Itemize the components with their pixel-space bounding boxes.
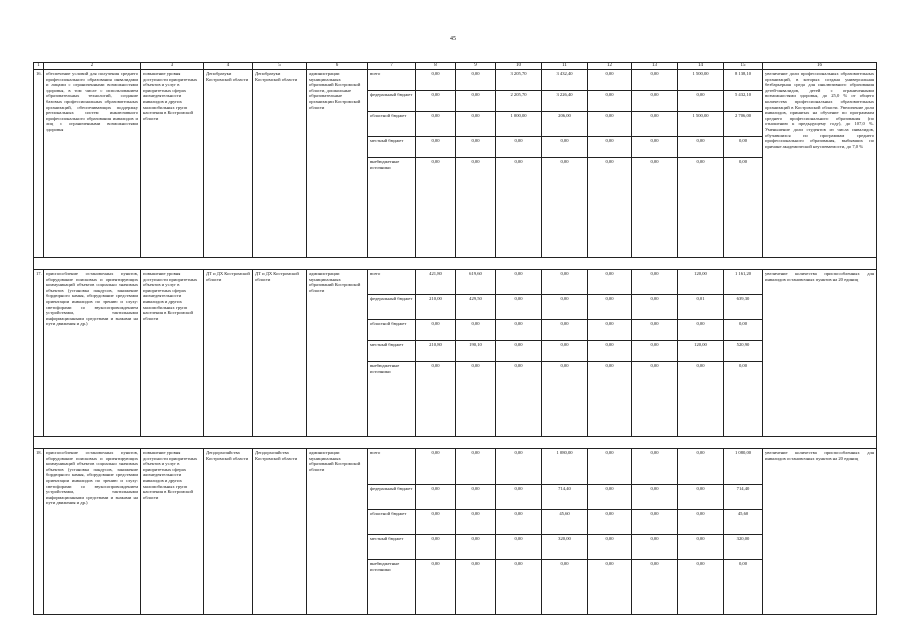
value-cell: 639,30 [724, 295, 763, 320]
value-cell: 0,00 [416, 535, 456, 560]
value-cell: 45,60 [724, 510, 763, 535]
value-cell: 0,00 [542, 362, 588, 437]
value-cell: 714,40 [542, 485, 588, 510]
value-cell: 0,01 [678, 295, 724, 320]
value-cell: 210,00 [416, 295, 456, 320]
value-cell: 206,00 [542, 112, 588, 137]
value-cell: 0,00 [416, 91, 456, 112]
value-cell: 0,00 [456, 485, 496, 510]
header-cell: 12 [588, 63, 632, 70]
value-cell: 0,00 [632, 112, 678, 137]
value-cell: 0,00 [542, 560, 588, 615]
value-cell: 0,00 [588, 341, 632, 362]
value-cell: 0,00 [496, 158, 542, 258]
value-cell: 0,00 [632, 449, 678, 485]
header-cell: 15 [724, 63, 763, 70]
header-cell: 9 [456, 63, 496, 70]
value-cell: 0,00 [678, 535, 724, 560]
value-cell: 5 432,10 [724, 91, 763, 112]
value-cell: 0,00 [456, 112, 496, 137]
section-spacer [34, 437, 877, 449]
value-cell: 0,00 [416, 158, 456, 258]
value-cell: 0,00 [456, 362, 496, 437]
value-cell: 0,00 [588, 320, 632, 341]
value-cell: 45,60 [542, 510, 588, 535]
value-cell: 0,00 [456, 535, 496, 560]
funding-source: федеральный бюджет [368, 91, 416, 112]
target-indicator: повышение уровня доступности приоритетных объектов и услуг в приоритетных сферах жизнедеятельности инвалидов и других маломобильных групп населения в Костромской области [141, 449, 204, 615]
value-cell: 0,00 [496, 341, 542, 362]
value-cell: 0,00 [724, 158, 763, 258]
value-cell: 0,00 [632, 362, 678, 437]
value-cell: 0,00 [588, 510, 632, 535]
value-cell: 2 706,00 [724, 112, 763, 137]
value-cell: 0,00 [588, 158, 632, 258]
row-number: 16. [34, 70, 44, 258]
value-cell: 190,10 [456, 341, 496, 362]
header-cell: 10 [496, 63, 542, 70]
value-cell: 0,00 [456, 560, 496, 615]
value-cell: 0,00 [632, 137, 678, 158]
value-cell: 0,00 [542, 320, 588, 341]
value-cell: 0,00 [542, 295, 588, 320]
coexecutor-1: Депобразуки Костромской области [204, 70, 253, 258]
value-cell: 1 000,00 [496, 112, 542, 137]
participants: администрации муниципальных образований Костромской области [307, 270, 368, 437]
value-cell: 0,00 [632, 341, 678, 362]
coexecutor-2: ДТ и ДХ Костромской области [253, 270, 307, 437]
value-cell: 1 080,00 [724, 449, 763, 485]
funding-source: федеральный бюджет [368, 295, 416, 320]
header-cell: 13 [632, 63, 678, 70]
value-cell: 0,00 [542, 137, 588, 158]
value-cell: 210,80 [416, 341, 456, 362]
value-cell: 0,00 [496, 449, 542, 485]
value-cell: 619,60 [456, 270, 496, 295]
header-row [34, 63, 877, 70]
expected-result: увеличение количества приспособленных для инвалидов остановочных пунктов на 20 единиц [763, 449, 877, 615]
value-cell: 3 432,40 [542, 70, 588, 91]
funding-source: всего [368, 449, 416, 485]
value-cell: 0,00 [632, 295, 678, 320]
value-cell: 0,00 [724, 560, 763, 615]
value-cell: 0,00 [456, 449, 496, 485]
program-table [33, 62, 877, 615]
value-cell: 0,00 [632, 535, 678, 560]
value-cell: 0,00 [496, 270, 542, 295]
value-cell: 0,00 [588, 449, 632, 485]
coexecutor-2: Депобразуки Костромской области [253, 70, 307, 258]
header-cell: 3 [141, 63, 204, 70]
funding-source: областной бюджет [368, 320, 416, 341]
value-cell: 0,00 [416, 560, 456, 615]
value-cell: 0,00 [724, 362, 763, 437]
value-cell: 0,00 [588, 295, 632, 320]
value-cell: 0,00 [632, 320, 678, 341]
spacer-cell [34, 258, 877, 270]
value-cell: 0,00 [456, 320, 496, 341]
value-cell: 0,00 [588, 485, 632, 510]
value-cell: 0,00 [588, 270, 632, 295]
value-cell: 0,00 [632, 510, 678, 535]
header-cell: 2 [44, 63, 141, 70]
value-cell: 120,00 [678, 270, 724, 295]
value-cell: 520,90 [724, 341, 763, 362]
header-cell: 16 [763, 63, 877, 70]
value-cell: 120,00 [678, 341, 724, 362]
target-indicator: повышение уровня доступности приоритетных объектов и услуг в приоритетных сферах жизнедеятельности инвалидов и других маломобильных групп населения в Костромской области [141, 70, 204, 258]
expected-result: увеличение количества приспособленных для инвалидов остановочных пунктов на 20 единиц [763, 270, 877, 437]
measure-name: обеспечение условий для получения среднего профессионального образования инвалидами и лицами с ограниченными возможностями здоровья, в том числе с использованием образовательных технологий, создание базовых профессиональных образовательных организаций, обеспечивающих поддержку региональных систем инклюзивного профессионального образования инвалидов и лиц с ограниченными возможностями здоровья [44, 70, 141, 258]
coexecutor-1: Депдорхозяйства Костромской области [204, 449, 253, 615]
value-cell: 0,00 [416, 449, 456, 485]
value-cell: 0,00 [724, 320, 763, 341]
funding-source: областной бюджет [368, 510, 416, 535]
section-spacer [34, 258, 877, 270]
value-cell: 0,00 [632, 91, 678, 112]
value-cell: 421,80 [416, 270, 456, 295]
value-cell: 0,00 [496, 485, 542, 510]
value-cell: 0,00 [416, 137, 456, 158]
funding-source: внебюджетные источники [368, 560, 416, 615]
value-cell: 0,00 [416, 362, 456, 437]
value-cell: 0,00 [456, 70, 496, 91]
value-cell: 0,00 [588, 137, 632, 158]
header-cell: 14 [678, 63, 724, 70]
table-row [34, 270, 877, 295]
header-cell: 1 [34, 63, 44, 70]
value-cell: 0,00 [678, 510, 724, 535]
header-cell: 7 [368, 63, 416, 70]
header-cell: 6 [307, 63, 368, 70]
spacer-cell [34, 437, 877, 449]
value-cell: 0,00 [678, 91, 724, 112]
value-cell: 0,00 [588, 70, 632, 91]
participants: администрации муниципальных образований Костромской области, дошкольные образовательные организации Костромской области [307, 70, 368, 258]
value-cell: 0,00 [496, 320, 542, 341]
value-cell: 0,00 [588, 112, 632, 137]
value-cell: 0,00 [416, 112, 456, 137]
value-cell: 0,00 [496, 560, 542, 615]
value-cell: 0,00 [496, 362, 542, 437]
value-cell: 0,00 [496, 510, 542, 535]
value-cell: 0,00 [542, 341, 588, 362]
value-cell: 0,00 [416, 70, 456, 91]
value-cell: 0,00 [588, 91, 632, 112]
funding-source: внебюджетные источники [368, 362, 416, 437]
value-cell: 0,00 [724, 137, 763, 158]
value-cell: 429,50 [456, 295, 496, 320]
value-cell: 0,00 [416, 485, 456, 510]
value-cell: 8 138,10 [724, 70, 763, 91]
header-cell: 4 [204, 63, 253, 70]
value-cell: 0,00 [588, 362, 632, 437]
funding-source: внебюджетные источники [368, 158, 416, 258]
value-cell: 0,00 [496, 137, 542, 158]
value-cell: 320,00 [542, 535, 588, 560]
value-cell: 0,00 [542, 158, 588, 258]
header-cell: 11 [542, 63, 588, 70]
funding-source: всего [368, 70, 416, 91]
measure-name: приспособление остановочных пунктов, оборудование поисковых и ориентирующих коммуникаций объектов социально значимых объектов (установка пандусов, занижение бордюрного камня, оборудование средствами ориентации инвалидов по зрению и слуху: светофорами со звукосопровождением устройствами, тактильными информационными средствами и знаками на пути движения и др.) [44, 270, 141, 437]
value-cell: 0,00 [588, 535, 632, 560]
value-cell: 0,00 [678, 320, 724, 341]
value-cell: 3 205,70 [496, 70, 542, 91]
value-cell: 0,00 [632, 270, 678, 295]
value-cell: 0,00 [416, 320, 456, 341]
value-cell: 0,00 [456, 158, 496, 258]
coexecutor-2: Депдорхозяйства Костромской области [253, 449, 307, 615]
funding-source: областной бюджет [368, 112, 416, 137]
target-indicator: повышение уровня доступности приоритетных объектов и услуг в приоритетных сферах жизнедеятельности инвалидов и других маломобильных групп населения в Костромской области [141, 270, 204, 437]
header-cell: 5 [253, 63, 307, 70]
table-row [34, 70, 877, 91]
value-cell: 0,00 [542, 270, 588, 295]
value-cell: 0,00 [678, 362, 724, 437]
value-cell: 0,00 [456, 91, 496, 112]
value-cell: 1 500,00 [678, 70, 724, 91]
value-cell: 0,00 [456, 510, 496, 535]
value-cell: 0,00 [416, 510, 456, 535]
value-cell: 0,00 [678, 158, 724, 258]
value-cell: 1 500,00 [678, 112, 724, 137]
value-cell: 320,00 [724, 535, 763, 560]
value-cell: 0,00 [678, 560, 724, 615]
value-cell: 0,00 [456, 137, 496, 158]
value-cell: 0,00 [632, 70, 678, 91]
table-row [34, 449, 877, 485]
value-cell: 3 226,40 [542, 91, 588, 112]
header-cell: 8 [416, 63, 456, 70]
value-cell: 714,40 [724, 485, 763, 510]
funding-source: местный бюджет [368, 137, 416, 158]
value-cell: 0,00 [632, 485, 678, 510]
funding-source: федеральный бюджет [368, 485, 416, 510]
funding-source: местный бюджет [368, 341, 416, 362]
expected-result: увеличение доли профессиональных образовательных организаций, в которых создана универсальная безбарьерная среда для инклюзивного образования детей-инвалидов, детей с ограниченными возможностями здоровья, до 25,0 % от общего количества профессиональных образовательных организаций в Костромской области. Увеличение доли инвалидов, принятых на обучение по программам среднего профессионального образования (по отношению к предыдущему году), до 107,0 %. Уменьшение доли студентов из числа инвалидов, обучавшихся по программам среднего профессионального образования, выбывших по причине академической неуспеваемости, до 7,0 % [763, 70, 877, 258]
value-cell: 0,00 [632, 158, 678, 258]
value-cell: 2 205,70 [496, 91, 542, 112]
value-cell: 0,00 [678, 137, 724, 158]
value-cell: 1 080,00 [542, 449, 588, 485]
funding-source: всего [368, 270, 416, 295]
measure-name: приспособление остановочных пунктов, оборудование поисковых и ориентирующих коммуникаций объектов социально значимых объектов (установка пандусов, занижение бордюрного камня, оборудование средствами ориентации инвалидов по зрению и слуху: светофорами со звукосопровождением устройствами, тактильными информационными средствами и знаками на пути движения и др.) [44, 449, 141, 615]
funding-source: местный бюджет [368, 535, 416, 560]
coexecutor-1: ДТ и ДХ Костромской области [204, 270, 253, 437]
value-cell: 0,00 [496, 295, 542, 320]
value-cell: 0,00 [496, 535, 542, 560]
row-number: 17. [34, 270, 44, 437]
value-cell: 0,00 [632, 560, 678, 615]
value-cell: 0,00 [678, 485, 724, 510]
page-number: 45 [450, 36, 456, 42]
value-cell: 1 161,20 [724, 270, 763, 295]
participants: администрации муниципальных образований Костромской области [307, 449, 368, 615]
value-cell: 0,00 [678, 449, 724, 485]
row-number: 18. [34, 449, 44, 615]
value-cell: 0,00 [588, 560, 632, 615]
